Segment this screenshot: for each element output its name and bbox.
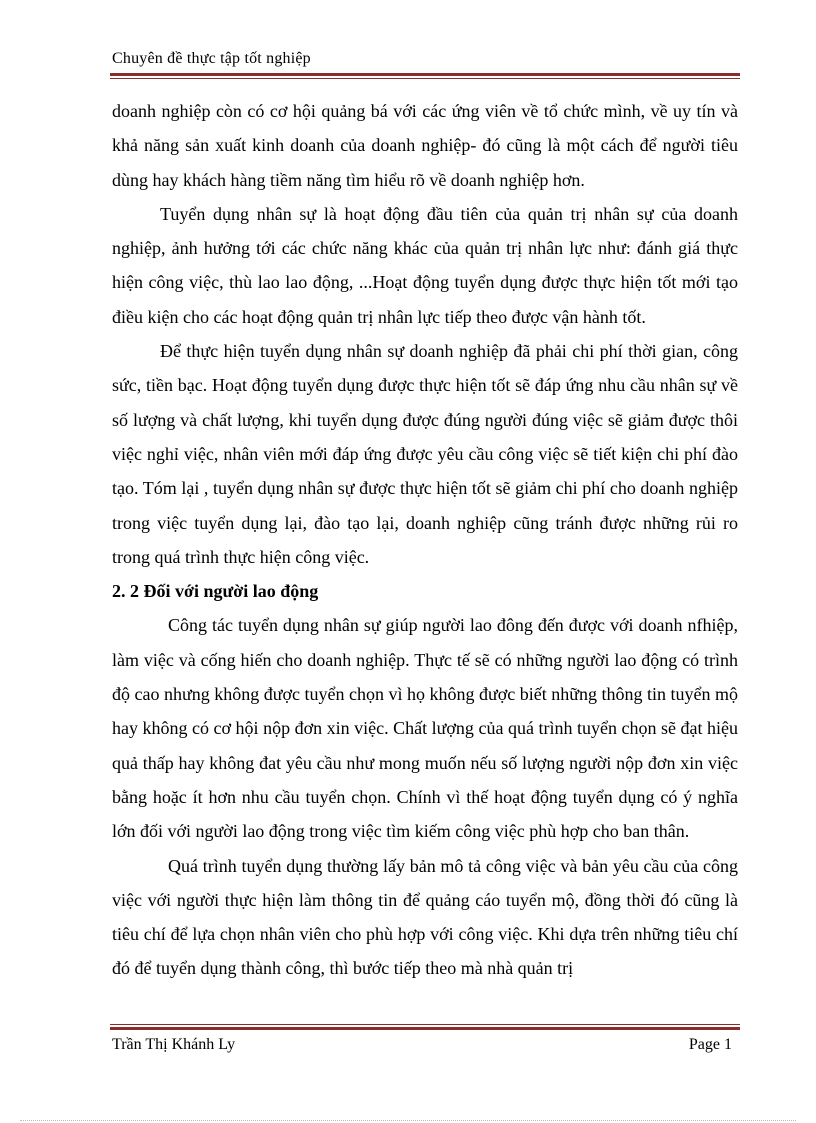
paragraph-recruitment-cost: Để thực hiện tuyển dụng nhân sự doanh nghiệp đã phải chi phí thời gian, công sức, tiền bạc. Hoạt động tuyển dụng được thực hiện tốt sẽ đáp ứng nhu cầu nhân sự về số lượng và chất lượng, khi tuyển dụng được đúng người đúng việc sẽ giảm được thôi việc nghỉ việc, nhân viên mới đáp ứng được yêu cầu công việc sẽ tiết kiện chi phí đào tạo. Tóm lại , tuyển dụng nhân sự được thực hiện tốt sẽ giảm chi phí cho doanh nghiệp trong việc tuyển dụng lại, đào tạo lại, doanh nghiệp cũng tránh được những rủi ro trong quá trình thực hiện công việc. bbox=[112, 341, 738, 567]
footer-page-number: Page 1 bbox=[688, 1036, 732, 1053]
footer-author: Trần Thị Khánh Ly bbox=[112, 1036, 236, 1053]
document-body bbox=[112, 94, 738, 986]
paragraph-recruitment-process: Quá trình tuyển dụng thường lấy bản mô tả công việc và bản yêu cầu của công việc với người thực hiện làm thông tin để quảng cáo tuyển mộ, đồng thời đó cũng là tiêu chí để lựa chọn nhân viên cho phù hợp với công việc. Khi dựa trên những tiêu chí đó để tuyển dụng thành công, thì bước tiếp theo mà nhà quản trị bbox=[112, 855, 738, 979]
page-bottom-edge bbox=[20, 1120, 796, 1121]
header-divider bbox=[110, 73, 740, 79]
page-header-title: Chuyên đề thực tập tốt nghiệp bbox=[112, 50, 311, 67]
paragraph-continuation: doanh nghiệp còn có cơ hội quảng bá với các ứng viên về tổ chức mình, về uy tín và khả năng sản xuất kinh doanh của doanh nghiệp- đó cũng là một cách để người tiêu dùng hay khách hàng tiềm năng tìm hiểu rõ về doanh nghiệp hơn. bbox=[112, 101, 738, 190]
paragraph-worker-benefit: Công tác tuyển dụng nhân sự giúp người lao đông đến được với doanh nfhiệp, làm việc và cống hiến cho doanh nghiệp. Thực tế sẽ có những người lao động có trình độ cao nhưng không được tuyển chọn vì họ không được biết những thông tin tuyển mộ hay không có cơ hội nộp đơn xin việc. Chất lượng của quá trình tuyển chọn sẽ đạt hiệu quả thấp hay không đat yêu cầu như mong muốn nếu số lượng người nộp đơn xin việc bằng hoặc ít hơn nhu cầu tuyển chọn. Chính vì thế hoạt động tuyển dụng có ý nghĩa lớn đối với người lao động trong việc tìm kiếm công việc phù hợp cho ban thân. bbox=[112, 615, 738, 842]
section-heading: 2. 2 Đối với người lao động bbox=[112, 581, 319, 602]
paragraph-recruitment-role: Tuyển dụng nhân sự là hoạt động đầu tiên của quản trị nhân sự của doanh nghiệp, ảnh hưởng tới các chức năng khác của quản trị nhân lực như: đánh giá thực hiện công việc, thù lao lao động, ...Hoạt động tuyển dụng được thực hiện tốt mới tạo điều kiện cho các hoạt động quản trị nhân lực tiếp theo được vận hành tốt. bbox=[112, 203, 738, 327]
footer-divider bbox=[110, 1024, 740, 1030]
